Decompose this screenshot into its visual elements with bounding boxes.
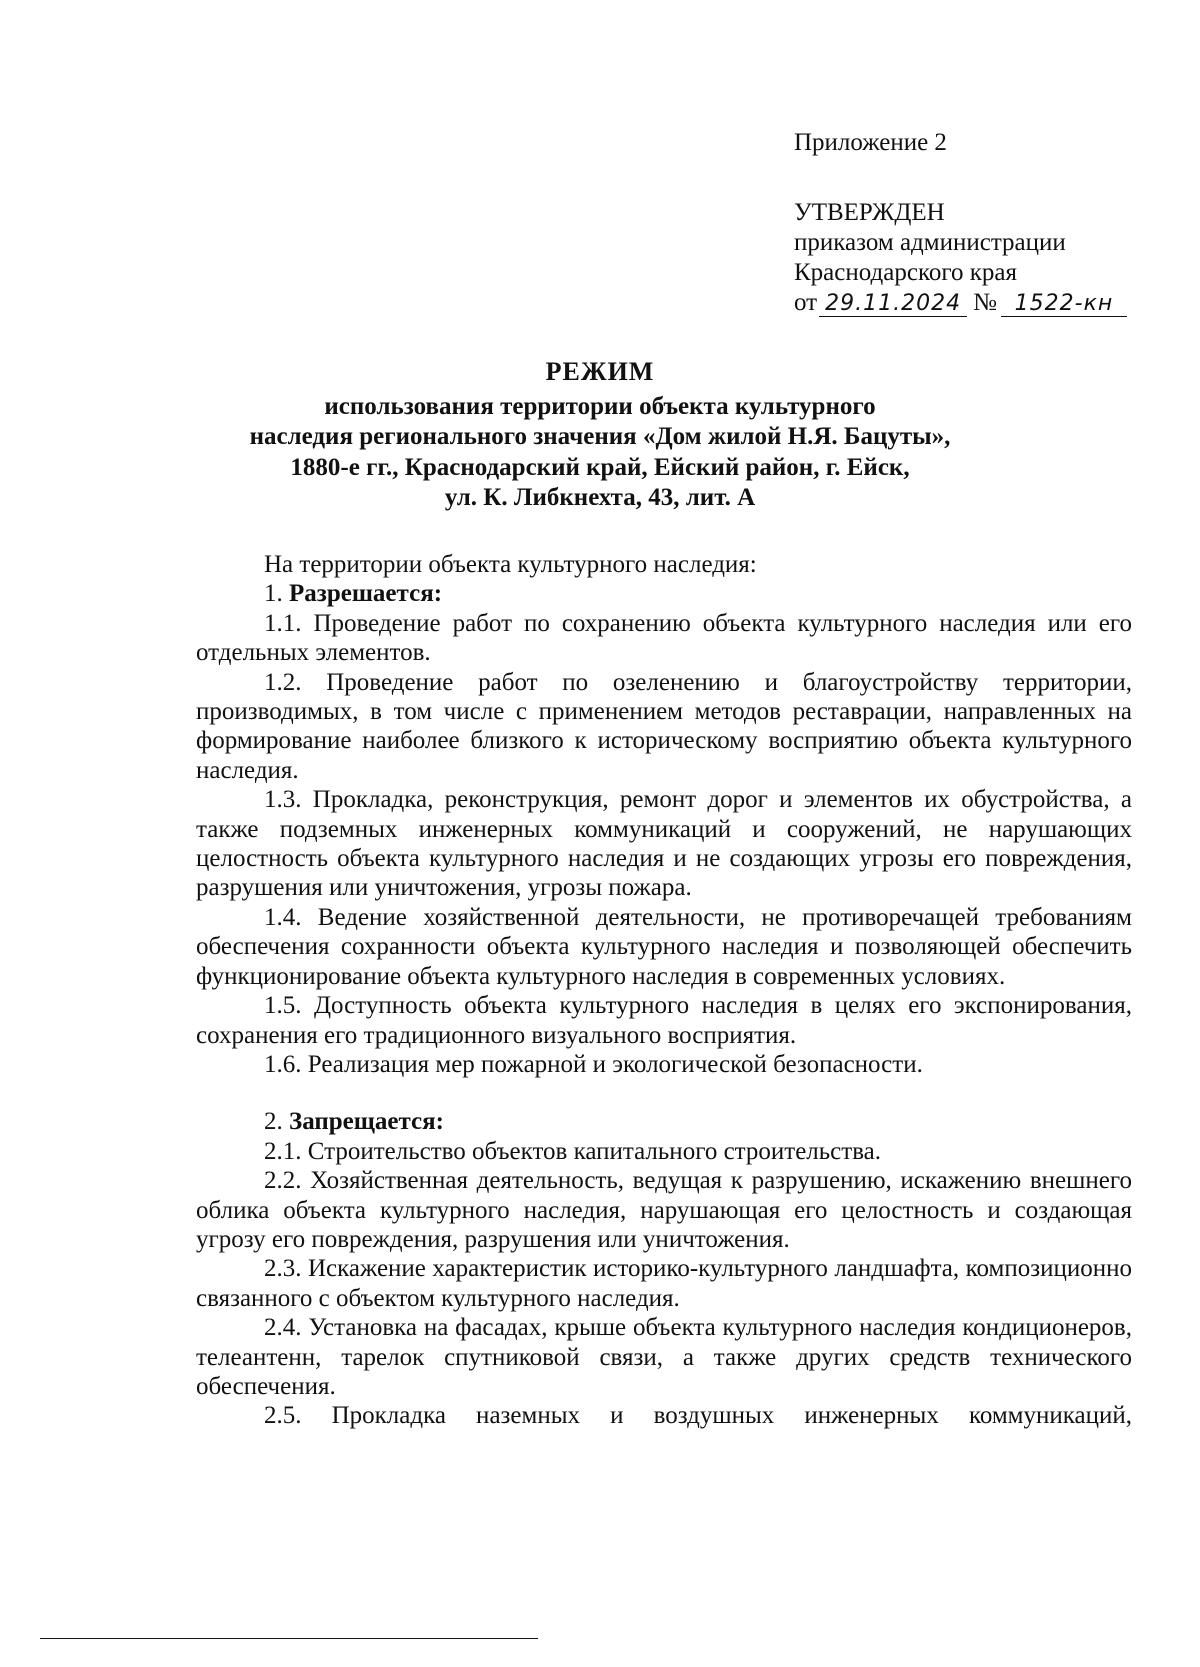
title-line-2: наследия регионального значения «Дом жилой Н.Я. Бацуты»,: [249, 423, 951, 450]
item-2-3: 2.3. Искажение характеристик историко-культурного ландшафта, композиционно связанного с объектом культурного наследия.: [196, 1255, 1132, 1312]
date-prefix: от: [794, 289, 818, 316]
approved-label: УТВЕРЖДЕН: [794, 199, 945, 226]
item-2-1: 2.1. Строительство объектов капитального строительства.: [264, 1137, 882, 1165]
item-1-5: 1.5. Доступность объекта культурного наследия в целях его экспонирования, сохранения его традиционного визуального восприятия.: [196, 992, 1132, 1049]
section-2-number: 2.: [264, 1108, 283, 1136]
document-title: [150, 357, 1050, 514]
document-body: [196, 550, 1132, 1431]
approval-block: [794, 198, 1127, 318]
section-1-title: Разрешается:: [289, 580, 443, 608]
approved-region: Краснодарского края: [794, 259, 1017, 286]
footnote-divider: [40, 1638, 538, 1639]
section-gap: [196, 1079, 1132, 1107]
section-2-heading: [196, 1107, 1132, 1136]
intro-paragraph: На территории объекта культурного наследия:: [264, 551, 757, 578]
item-1-1: 1.1. Проведение работ по сохранению объекта культурного наследия или его отдельных элементов.: [196, 609, 1132, 667]
section-1-heading: [196, 579, 1132, 608]
item-1-6: 1.6. Реализация мер пожарной и экологической безопасности.: [264, 1050, 923, 1078]
section-2-title: Запрещается:: [289, 1108, 445, 1136]
title-line-1: использования территории объекта культурного: [324, 392, 876, 420]
title-main: РЕЖИМ: [545, 357, 655, 386]
number-prefix: №: [973, 289, 997, 316]
item-1-4: 1.4. Ведение хозяйственной деятельности, не противоречащей требованиям обеспечения сохранности объекта культурного наследия и позволяющей обеспечить функционирование объекта культурного наследия в современных условиях.: [196, 903, 1132, 990]
item-1-2: 1.2. Проведение работ по озеленению и благоустройству территории, производимых, в том числе с применением методов реставрации, направленных на формирование наиболее близкого к историческому восприятию объекта культурного наследия.: [196, 668, 1132, 784]
title-line-3: 1880-е гг., Краснодарский край, Ейский район, г. Ейск,: [290, 453, 910, 481]
appendix-label: Приложение 2: [794, 129, 947, 156]
item-1-3: 1.3. Прокладка, реконструкция, ремонт дорог и элементов их обустройства, а также подземных инженерных коммуникаций и сооружений, не нарушающих целостность объекта культурного наследия и не создающих угрозы его повреждения, разрушения или уничтожения, угрозы пожара.: [196, 786, 1132, 902]
handwritten-number: 1522-кн: [1001, 293, 1127, 317]
title-line-4: ул. К. Либкнехта, 43, лит. А: [444, 484, 756, 511]
item-2-5: 2.5. Прокладка наземных и воздушных инженерных коммуникаций,: [264, 1402, 1132, 1430]
item-2-4: 2.4. Установка на фасадах, крыше объекта культурного наследия кондиционеров, телеантенн, тарелок спутниковой связи, а также других средств технического обеспечения.: [196, 1314, 1132, 1400]
section-1-number: 1.: [264, 580, 283, 608]
approved-by-order: приказом администрации: [794, 229, 1066, 256]
item-2-2: 2.2. Хозяйственная деятельность, ведущая к разрушению, искажению внешнего облика объекта культурного наследия, нарушающая его целостность и создающая угрозу его повреждения, разрушения или уничтожения.: [196, 1167, 1132, 1253]
handwritten-date: 29.11.2024: [819, 293, 967, 317]
approval-date-line: [794, 288, 1127, 318]
